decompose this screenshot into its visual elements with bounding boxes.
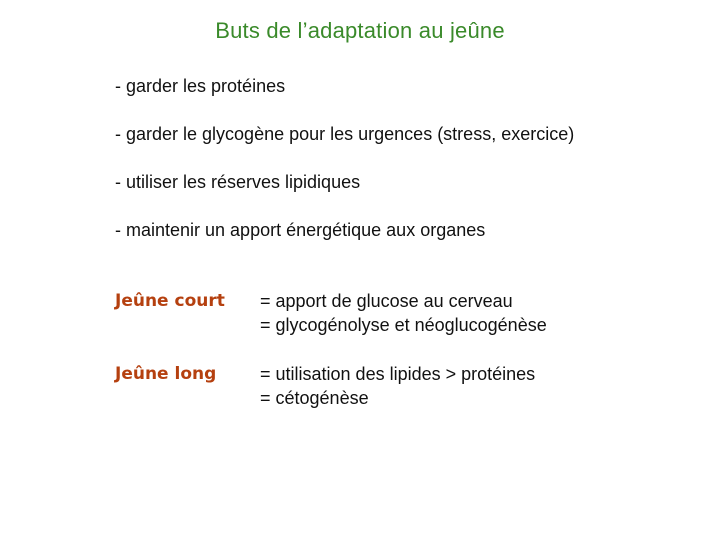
phase-description-line: = apport de glucose au cerveau	[260, 291, 513, 311]
phase-description	[260, 289, 547, 337]
phase-description	[260, 362, 535, 410]
goals-list	[115, 74, 574, 266]
phase-description-line: = cétogénèse	[260, 388, 369, 408]
phase-description-line: = glycogénolyse et néoglucogénèse	[260, 315, 547, 335]
phase-term: Jeûne long	[115, 364, 217, 384]
goal-item: - utiliser les réserves lipidiques	[115, 172, 361, 192]
phase-term: Jeûne court	[115, 291, 225, 311]
goal-item: - garder les protéines	[115, 76, 286, 96]
phase-description-line: = utilisation des lipides > protéines	[260, 364, 536, 384]
slide-title: Buts de l’adaptation au jeûne	[215, 18, 505, 43]
goal-item: - garder le glycogène pour les urgences (stress, exercice)	[115, 124, 575, 144]
goal-item: - maintenir un apport énergétique aux organes	[115, 220, 486, 240]
